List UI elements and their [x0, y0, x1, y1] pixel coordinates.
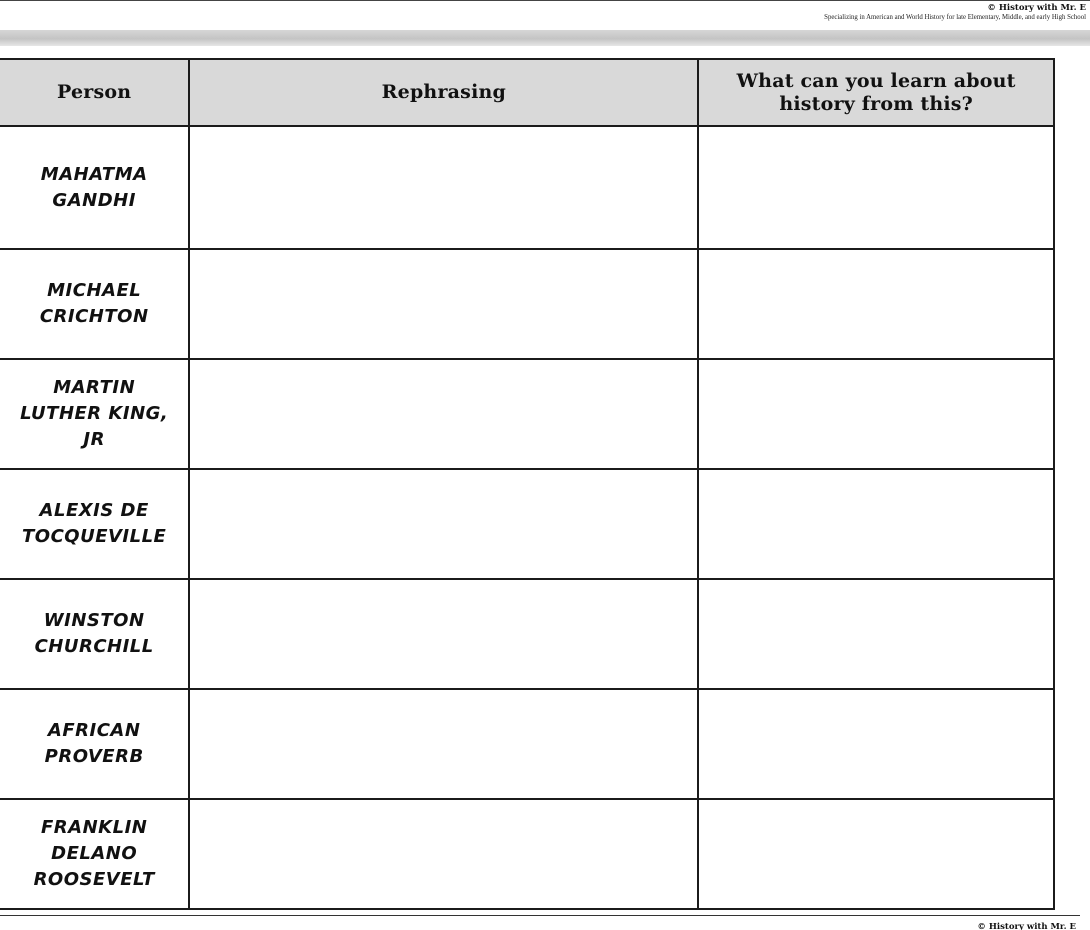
footer-rule — [0, 915, 1080, 916]
table-row — [0, 689, 1054, 799]
person-cell — [0, 469, 189, 579]
column-header-history-learning — [698, 59, 1054, 126]
history-learning-cell[interactable] — [698, 126, 1054, 249]
table-row — [0, 249, 1054, 359]
rephrasing-cell[interactable] — [189, 126, 698, 249]
column-header-history-learning-text: What can you learn about history from this? — [736, 69, 1016, 115]
table-row — [0, 469, 1054, 579]
history-learning-cell[interactable] — [698, 469, 1054, 579]
history-learning-cell[interactable] — [698, 689, 1054, 799]
rephrasing-cell[interactable] — [189, 359, 698, 469]
history-learning-cell[interactable] — [698, 799, 1054, 909]
person-name: WINSTON CHURCHILL — [34, 610, 154, 657]
person-cell — [0, 126, 189, 249]
column-header-rephrasing: Rephrasing — [189, 59, 698, 126]
worksheet-table — [0, 58, 1055, 910]
rephrasing-cell[interactable] — [189, 579, 698, 689]
person-name: MAHATMA GANDHI — [40, 163, 148, 211]
table-row — [0, 579, 1054, 689]
header-gray-band — [0, 30, 1090, 46]
person-name: MARTIN LUTHER KING, JR — [20, 377, 169, 450]
person-cell — [0, 689, 189, 799]
table-row — [0, 799, 1054, 909]
table-row — [0, 359, 1054, 469]
page-header — [824, 4, 1086, 21]
header-brand: © History with Mr. E — [987, 3, 1086, 13]
person-cell — [0, 799, 189, 909]
person-cell — [0, 249, 189, 359]
footer-brand: © History with Mr. E — [977, 922, 1076, 930]
person-name: ALEXIS DE TOCQUEVILLE — [21, 500, 167, 547]
rephrasing-cell[interactable] — [189, 689, 698, 799]
person-cell — [0, 579, 189, 689]
header-tagline: Specializing in American and World History for late Elementary, Middle, and early High School — [824, 13, 1086, 21]
rephrasing-cell[interactable] — [189, 249, 698, 359]
person-name: AFRICAN PROVERB — [44, 720, 144, 767]
top-rule — [0, 0, 1090, 1]
person-name: MICHAEL CRICHTON — [39, 280, 149, 327]
rephrasing-cell[interactable] — [189, 799, 698, 909]
rephrasing-cell[interactable] — [189, 469, 698, 579]
history-learning-cell[interactable] — [698, 359, 1054, 469]
table-row — [0, 126, 1054, 249]
table-header-row — [0, 59, 1054, 126]
column-header-person: Person — [0, 59, 189, 126]
person-name: FRANKLIN DELANO ROOSEVELT — [33, 817, 155, 890]
history-learning-cell[interactable] — [698, 579, 1054, 689]
person-cell — [0, 359, 189, 469]
history-learning-cell[interactable] — [698, 249, 1054, 359]
